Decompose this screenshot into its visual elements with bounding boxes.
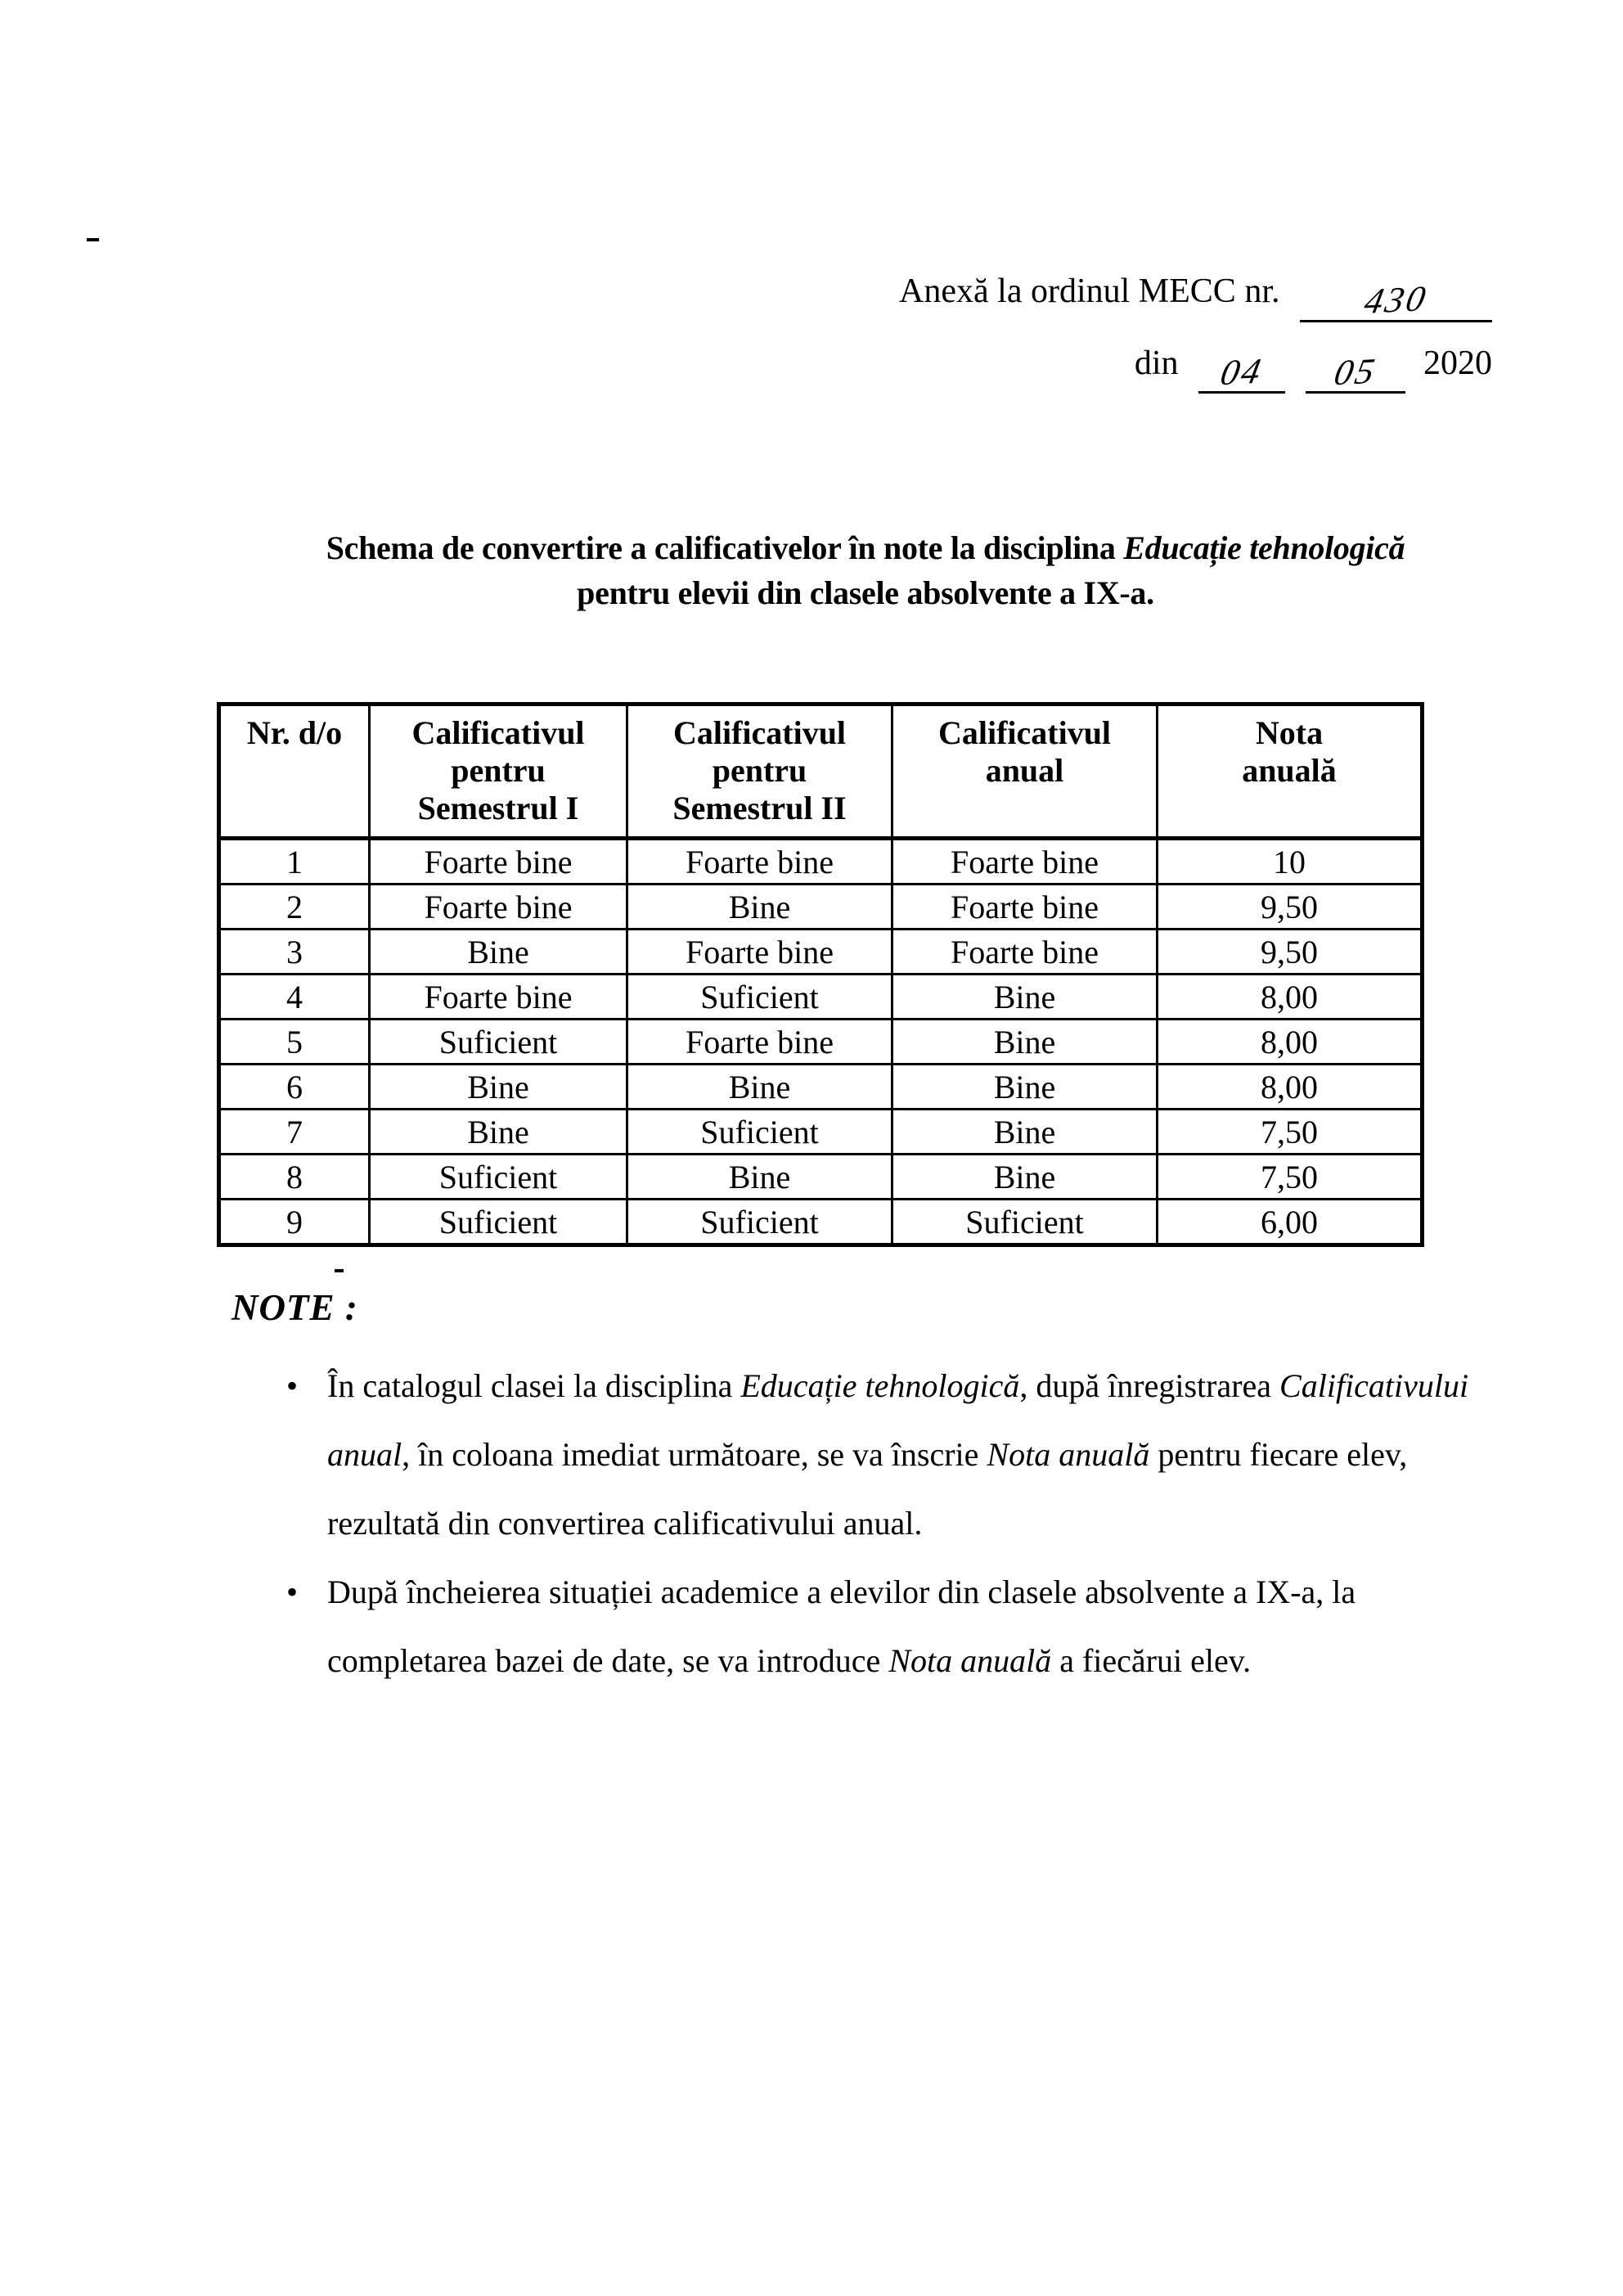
annex-header: [899, 272, 1492, 394]
table-cell: Suficient: [627, 975, 892, 1020]
title-line1-normal: Schema de convertire a calificativelor în note la disciplina: [326, 529, 1124, 566]
header-anual: Calificativul anual: [892, 705, 1158, 839]
table-row: [219, 1200, 1423, 1245]
table-cell: Bine: [892, 1155, 1158, 1200]
table-cell: Suficient: [370, 1155, 627, 1200]
annex-line-order-number: [899, 272, 1492, 322]
table-cell: Foarte bine: [370, 885, 627, 930]
table-cell: Bine: [892, 1065, 1158, 1110]
note1-run: În catalogul clasei la disciplina: [327, 1367, 741, 1404]
table-cell: Foarte bine: [892, 839, 1158, 885]
annex-line-date: [899, 344, 1492, 394]
table-cell: 9,50: [1158, 885, 1423, 930]
table-cell: Suficient: [892, 1200, 1158, 1245]
table-cell: 9,50: [1158, 930, 1423, 975]
table-cell: 9: [219, 1200, 370, 1245]
notes-list: [286, 1352, 1513, 1695]
bullet-icon: •: [286, 1573, 299, 1610]
header-nota: Nota anuală: [1158, 705, 1423, 839]
table-row: [219, 885, 1423, 930]
table-row: [219, 1110, 1423, 1155]
table-cell: Foarte bine: [627, 1020, 892, 1065]
handwritten-day: 04: [1217, 350, 1267, 393]
table-row: [219, 1155, 1423, 1200]
table-cell: 8: [219, 1155, 370, 1200]
notes-heading: NOTE :: [232, 1287, 358, 1328]
table-header-row: [219, 705, 1423, 839]
table-cell: Foarte bine: [892, 885, 1158, 930]
table-cell: Suficient: [370, 1200, 627, 1245]
table-cell: Bine: [892, 975, 1158, 1020]
table-row: [219, 930, 1423, 975]
handwritten-order-number: 430: [1360, 278, 1432, 322]
note1-run: , în coloana imediat următoare, se va înscrie: [402, 1436, 987, 1473]
table-cell: 8,00: [1158, 1065, 1423, 1110]
scan-artifact-dash: [335, 1269, 344, 1272]
table-cell: 8,00: [1158, 975, 1423, 1020]
note2-run: După încheierea situației academice a elevilor din clasele absolvente a IX-a, la completarea bazei de date, se va introduce: [327, 1573, 1356, 1679]
header-sem2: Calificativul pentru Semestrul II: [627, 705, 892, 839]
table-cell: Foarte bine: [370, 839, 627, 885]
date-day-blank: [1198, 350, 1285, 394]
note1-run: , după înregistrarea: [1019, 1367, 1280, 1404]
table-cell: Foarte bine: [627, 930, 892, 975]
table-cell: 1: [219, 839, 370, 885]
table-cell: 6,00: [1158, 1200, 1423, 1245]
table-cell: Foarte bine: [892, 930, 1158, 975]
table-cell: 8,00: [1158, 1020, 1423, 1065]
document-title: [191, 525, 1540, 615]
table-cell: 10: [1158, 839, 1423, 885]
bullet-icon: •: [286, 1367, 299, 1404]
note1-run-italic: Calificativului anual: [327, 1367, 1469, 1473]
table-cell: Bine: [892, 1110, 1158, 1155]
note-item-1: [286, 1352, 1513, 1558]
conversion-table: [217, 702, 1424, 1247]
table-cell: Bine: [370, 1110, 627, 1155]
table-cell: Bine: [892, 1020, 1158, 1065]
handwritten-month: 05: [1330, 350, 1380, 393]
table-cell: Foarte bine: [370, 975, 627, 1020]
table-cell: 7,50: [1158, 1155, 1423, 1200]
title-line1-discipline: Educație tehnologică: [1123, 529, 1405, 566]
table-row: [219, 1020, 1423, 1065]
header-sem1: Calificativul pentru Semestrul I: [370, 705, 627, 839]
table-cell: Bine: [627, 885, 892, 930]
table-cell: 6: [219, 1065, 370, 1110]
table-cell: 4: [219, 975, 370, 1020]
header-nr: Nr. d/o: [219, 705, 370, 839]
annex-order-label: Anexă la ordinul MECC nr.: [899, 272, 1280, 310]
table-cell: Suficient: [627, 1110, 892, 1155]
table-cell: Suficient: [370, 1020, 627, 1065]
table-cell: Bine: [627, 1065, 892, 1110]
table-cell: 5: [219, 1020, 370, 1065]
date-year: 2020: [1423, 344, 1492, 382]
scan-artifact-dash: [87, 238, 99, 241]
table-row: [219, 839, 1423, 885]
annex-date-label: din: [1134, 344, 1179, 382]
table-cell: Bine: [370, 930, 627, 975]
note1-run: pentru fiecare elev, rezultată din convertirea calificativului anual.: [327, 1436, 1408, 1542]
table-cell: 7,50: [1158, 1110, 1423, 1155]
table-cell: Bine: [370, 1065, 627, 1110]
table-row: [219, 975, 1423, 1020]
note2-run-italic: Nota anuală: [888, 1642, 1052, 1679]
table-cell: Foarte bine: [627, 839, 892, 885]
note-item-2: [286, 1558, 1513, 1695]
note1-run-italic: Nota anuală: [987, 1436, 1150, 1473]
table-cell: Bine: [627, 1155, 892, 1200]
table-cell: 2: [219, 885, 370, 930]
order-number-blank: [1300, 278, 1492, 322]
table-cell: Suficient: [627, 1200, 892, 1245]
title-line2: pentru elevii din clasele absolvente a IX-a.: [577, 574, 1154, 611]
table-cell: 7: [219, 1110, 370, 1155]
note1-run-italic: Educație tehnologică: [740, 1367, 1020, 1404]
date-month-blank: [1306, 350, 1405, 394]
table-row: [219, 1065, 1423, 1110]
note2-run: a fiecărui elev.: [1051, 1642, 1252, 1679]
table-cell: 3: [219, 930, 370, 975]
